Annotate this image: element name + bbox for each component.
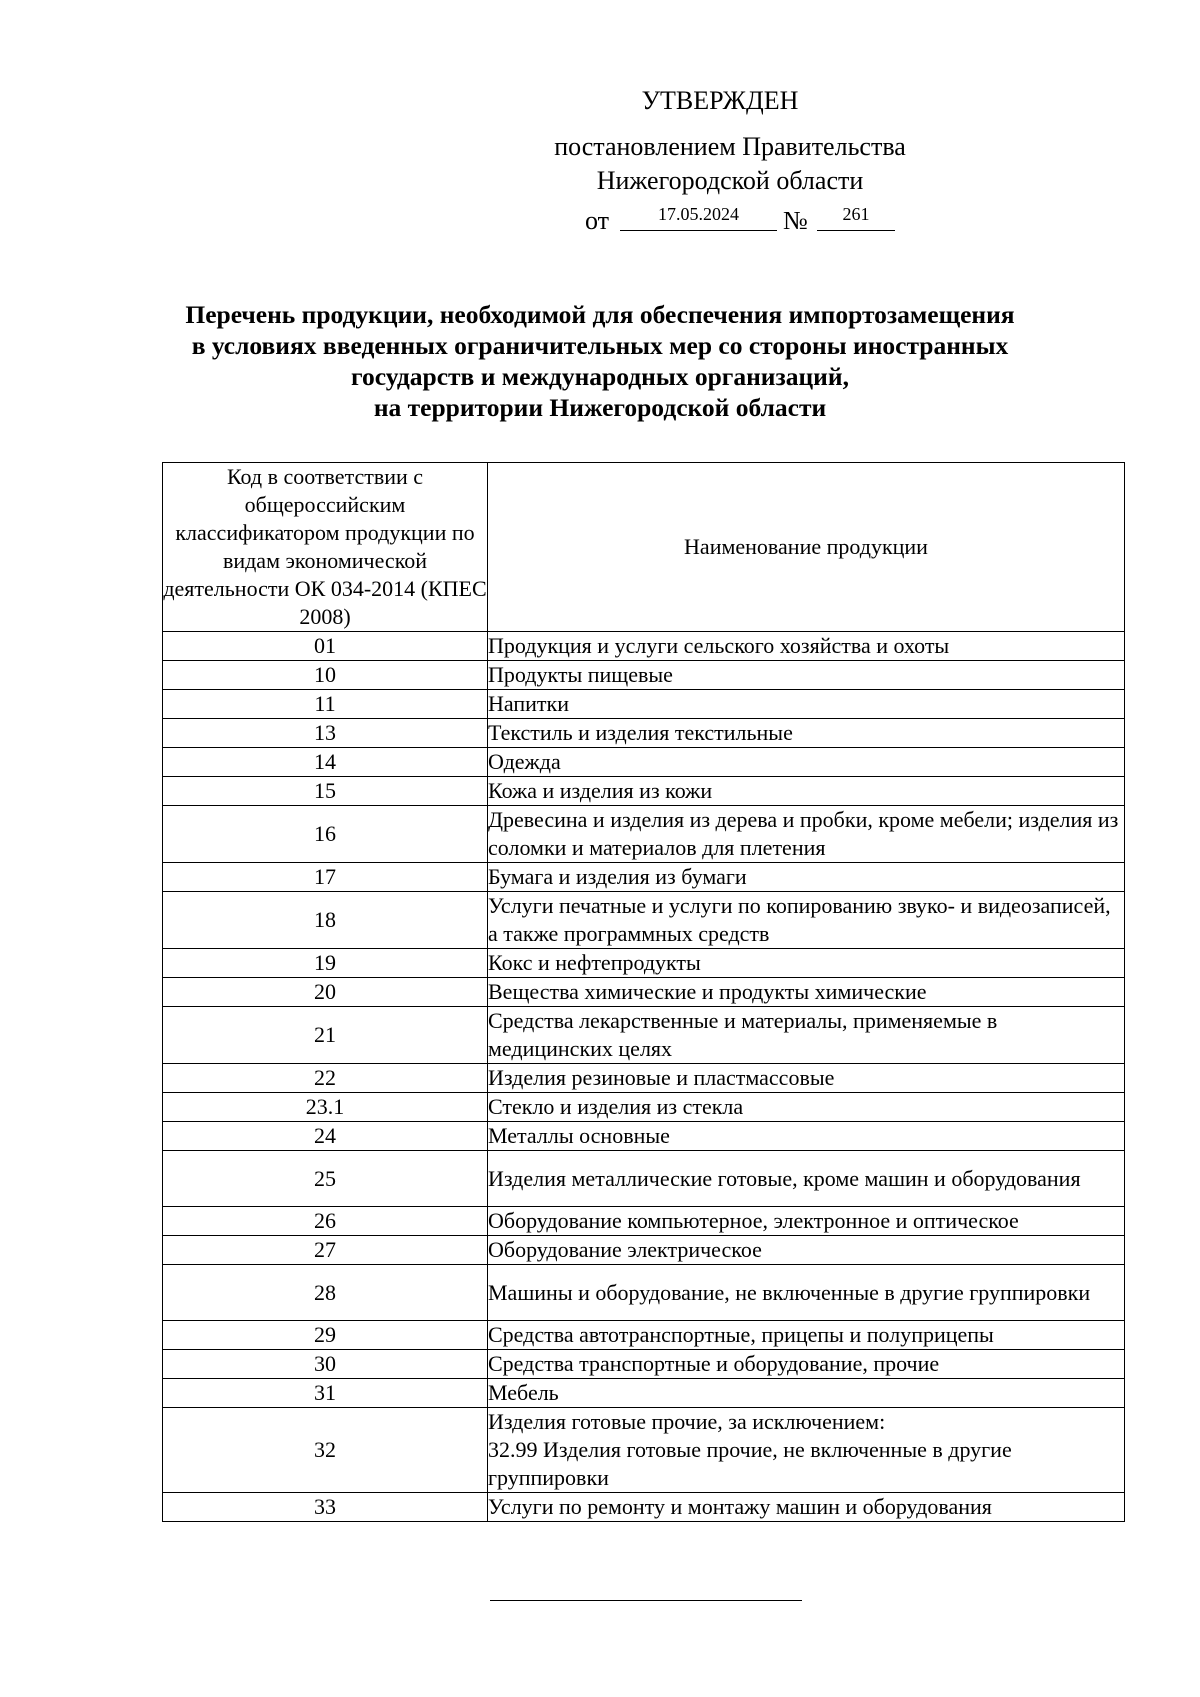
table-row	[163, 978, 1125, 1007]
table-row	[163, 632, 1125, 661]
name-cell: Средства автотранспортные, прицепы и полуприцепы	[488, 1321, 1125, 1350]
code-cell: 31	[163, 1379, 488, 1408]
table-row	[163, 661, 1125, 690]
table-row	[163, 1007, 1125, 1064]
name-cell: Кожа и изделия из кожи	[488, 777, 1125, 806]
code-cell: 20	[163, 978, 488, 1007]
code-cell: 17	[163, 863, 488, 892]
name-cell: Машины и оборудование, не включенные в другие группировки	[488, 1265, 1125, 1321]
table-row	[163, 1493, 1125, 1522]
table-row	[163, 806, 1125, 863]
name-cell: Изделия металлические готовые, кроме машин и оборудования	[488, 1151, 1125, 1207]
name-cell: Средства транспортные и оборудование, прочие	[488, 1350, 1125, 1379]
code-cell: 10	[163, 661, 488, 690]
name-cell-line-1: Изделия готовые прочие, за исключением:	[488, 1409, 886, 1434]
table-row	[163, 1122, 1125, 1151]
table-row	[163, 1379, 1125, 1408]
name-cell: Вещества химические и продукты химические	[488, 978, 1125, 1007]
name-cell: Средства лекарственные и материалы, применяемые в медицинских целях	[488, 1007, 1125, 1064]
from-label: от	[585, 206, 610, 235]
name-cell: Одежда	[488, 748, 1125, 777]
name-cell: Мебель	[488, 1379, 1125, 1408]
code-cell: 16	[163, 806, 488, 863]
code-cell: 14	[163, 748, 488, 777]
products-table	[162, 462, 1125, 1522]
name-cell-line-2: 32.99 Изделия готовые прочие, не включенные в другие группировки	[488, 1437, 1012, 1490]
table-row	[163, 719, 1125, 748]
table-row	[163, 1064, 1125, 1093]
code-cell: 27	[163, 1236, 488, 1265]
table-row	[163, 892, 1125, 949]
approval-date: 17.05.2024	[620, 200, 777, 231]
table-row	[163, 777, 1125, 806]
code-cell: 22	[163, 1064, 488, 1093]
code-cell: 33	[163, 1493, 488, 1522]
number-sign: №	[783, 206, 808, 235]
name-cell: Бумага и изделия из бумаги	[488, 863, 1125, 892]
name-column-header: Наименование продукции	[488, 463, 1125, 632]
code-cell: 21	[163, 1007, 488, 1064]
approved-label: УТВЕРЖДЕН	[641, 86, 799, 115]
code-cell: 30	[163, 1350, 488, 1379]
code-cell: 18	[163, 892, 488, 949]
name-cell: Металлы основные	[488, 1122, 1125, 1151]
title-line-2: в условиях введенных ограничительных мер со стороны иностранных	[191, 331, 1009, 360]
approval-stamp	[520, 84, 940, 234]
name-cell: Продукты пищевые	[488, 661, 1125, 690]
name-cell: Изделия резиновые и пластмассовые	[488, 1064, 1125, 1093]
name-cell: Продукция и услуги сельского хозяйства и охоты	[488, 632, 1125, 661]
code-cell: 13	[163, 719, 488, 748]
code-cell: 26	[163, 1207, 488, 1236]
name-cell: Кокс и нефтепродукты	[488, 949, 1125, 978]
code-cell: 01	[163, 632, 488, 661]
code-cell: 29	[163, 1321, 488, 1350]
approval-line-2: Нижегородской области	[596, 166, 864, 195]
table-row	[163, 1265, 1125, 1321]
table-row	[163, 1093, 1125, 1122]
code-cell: 15	[163, 777, 488, 806]
code-cell: 24	[163, 1122, 488, 1151]
name-cell: Стекло и изделия из стекла	[488, 1093, 1125, 1122]
approval-date-line	[520, 200, 940, 234]
table-row	[163, 748, 1125, 777]
table-header-row	[163, 463, 1125, 632]
table-row	[163, 949, 1125, 978]
document-title	[140, 299, 1060, 423]
name-cell: Услуги по ремонту и монтажу машин и оборудования	[488, 1493, 1125, 1522]
code-cell: 23.1	[163, 1093, 488, 1122]
table-row	[163, 1207, 1125, 1236]
approval-line-1: постановлением Правительства	[554, 132, 906, 161]
table-row	[163, 1321, 1125, 1350]
approval-number: 261	[817, 200, 895, 231]
table-row	[163, 1151, 1125, 1207]
name-cell: Оборудование электрическое	[488, 1236, 1125, 1265]
name-cell: Напитки	[488, 690, 1125, 719]
title-line-1: Перечень продукции, необходимой для обеспечения импортозамещения	[185, 300, 1015, 329]
code-cell: 19	[163, 949, 488, 978]
code-cell: 32	[163, 1408, 488, 1493]
table-row	[163, 1350, 1125, 1379]
name-cell: Услуги печатные и услуги по копированию звуко- и видеозаписей, а также программных средств	[488, 892, 1125, 949]
table-row	[163, 690, 1125, 719]
code-cell: 28	[163, 1265, 488, 1321]
name-cell: Древесина и изделия из дерева и пробки, кроме мебели; изделия из соломки и материалов для плетения	[488, 806, 1125, 863]
table-row	[163, 1408, 1125, 1493]
name-cell: Оборудование компьютерное, электронное и оптическое	[488, 1207, 1125, 1236]
name-cell	[488, 1408, 1125, 1493]
title-line-3: государств и международных организаций,	[351, 362, 849, 391]
code-cell: 11	[163, 690, 488, 719]
footer-separator	[490, 1600, 802, 1601]
table-row	[163, 863, 1125, 892]
code-column-header: Код в соответствии с общероссийским классификатором продукции по видам экономической деятельности ОК 034-2014 (КПЕС 2008)	[163, 463, 488, 632]
name-cell: Текстиль и изделия текстильные	[488, 719, 1125, 748]
code-cell: 25	[163, 1151, 488, 1207]
table-row	[163, 1236, 1125, 1265]
title-line-4: на территории Нижегородской области	[373, 393, 827, 422]
